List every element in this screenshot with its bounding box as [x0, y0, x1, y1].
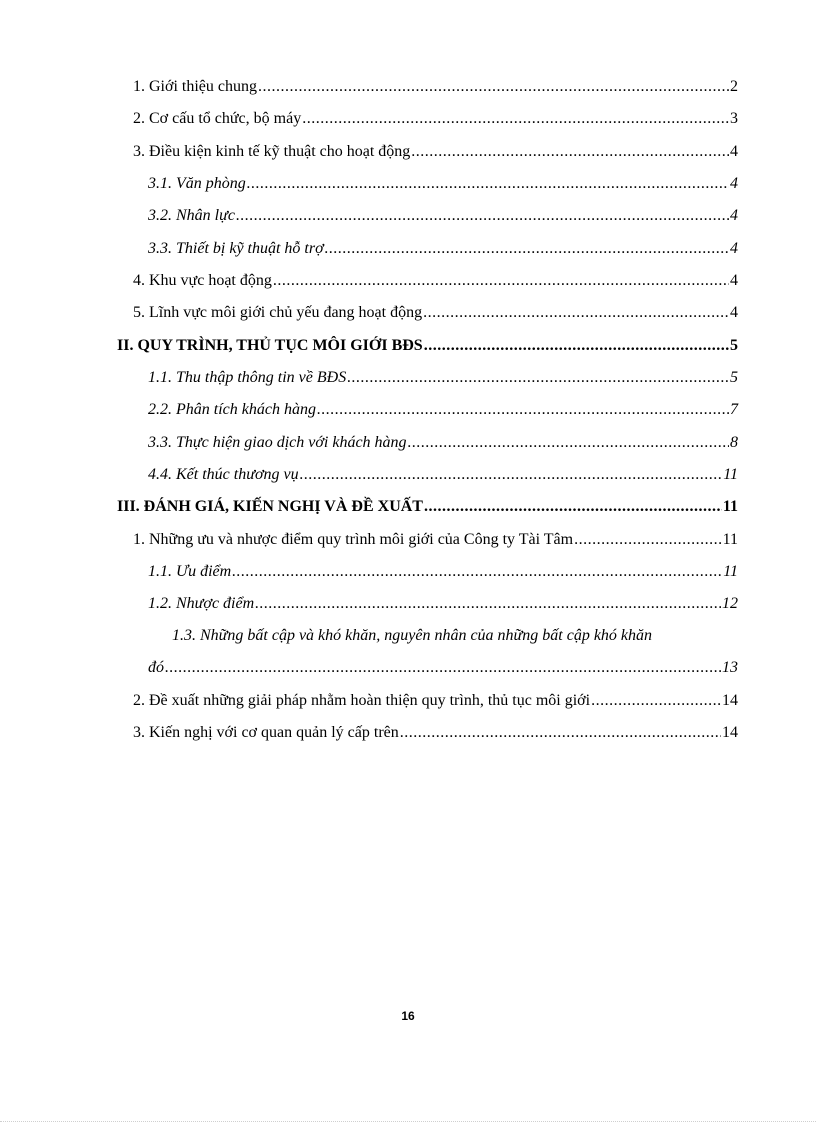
dot-leader — [258, 76, 729, 98]
dot-leader — [591, 690, 721, 712]
toc-entry-title: 2. Cơ cấu tổ chức, bộ máy — [133, 110, 302, 127]
toc-entry-page: 5 — [730, 369, 738, 386]
toc-entry-khu-vuc[interactable] — [133, 270, 738, 292]
dot-leader — [424, 335, 729, 357]
page-edge-divider — [0, 1121, 816, 1122]
toc-entry-title: 3.1. Văn phòng — [148, 175, 246, 192]
toc-entry-page: 14 — [722, 692, 738, 709]
toc-entry-title: 2. Đề xuất những giải pháp nhằm hoàn thiện quy trình, thủ tục môi giới — [133, 692, 591, 709]
toc-entry-linh-vuc[interactable] — [133, 302, 738, 324]
toc-entry-thuc-hien[interactable] — [148, 432, 738, 454]
toc-entry-page: 4 — [730, 175, 738, 192]
toc-entry-title: II. QUY TRÌNH, THỦ TỤC MÔI GIỚI BĐS — [117, 337, 423, 354]
dot-leader — [574, 529, 722, 551]
toc-entry-page: 4 — [730, 207, 738, 224]
toc-section-quy-trinh[interactable] — [117, 335, 738, 357]
toc-entry-phan-tich[interactable] — [148, 399, 738, 421]
toc-entry-page: 5 — [730, 337, 738, 354]
toc-entry-nhuoc-diem[interactable] — [148, 593, 738, 615]
dot-leader — [300, 464, 723, 486]
dot-leader — [325, 238, 729, 260]
toc-entry-title: 1. Giới thiệu chung — [133, 78, 257, 95]
page-number: 16 — [401, 1009, 415, 1023]
dot-leader — [247, 173, 729, 195]
toc-entry-title: 4. Khu vực hoạt động — [133, 272, 272, 289]
dot-leader — [317, 399, 729, 421]
toc-entry-title: 3.3. Thực hiện giao dịch với khách hàng — [148, 434, 407, 451]
dot-leader — [347, 367, 729, 389]
toc-entry-thiet-bi[interactable] — [148, 238, 738, 260]
toc-entry-page: 11 — [722, 498, 738, 515]
toc-entry-title: 5. Lĩnh vực môi giới chủ yếu đang hoạt động — [133, 304, 423, 321]
dot-leader — [236, 205, 729, 227]
toc-entry-title-continued: đó — [148, 659, 164, 676]
toc-entry-page: 4 — [730, 304, 738, 321]
toc-entry-page: 14 — [722, 724, 738, 741]
toc-entry-page: 11 — [723, 466, 738, 483]
toc-entry-title: 2.2. Phân tích khách hàng — [148, 401, 316, 418]
toc-entry-page: 13 — [722, 659, 738, 676]
toc-entry-title: 3. Điều kiện kinh tế kỹ thuật cho hoạt động — [133, 143, 411, 160]
toc-entry-page: 12 — [722, 595, 738, 612]
toc-entry-uu-nhuoc[interactable] — [133, 529, 738, 551]
dot-leader — [165, 657, 721, 679]
toc-entry-bat-cap-line-2[interactable] — [148, 657, 738, 679]
toc-entry-page: 4 — [730, 240, 738, 257]
toc-entry-de-xuat[interactable] — [133, 690, 738, 712]
toc-section-danh-gia[interactable] — [117, 496, 738, 518]
toc-entry-bat-cap-line-1[interactable] — [148, 625, 738, 647]
toc-entry-page: 11 — [723, 563, 738, 580]
toc-entry-title: 3.3. Thiết bị kỹ thuật hỗ trợ — [148, 240, 324, 257]
toc-entry-kien-nghi[interactable] — [133, 722, 738, 744]
toc-entry-title: 3.2. Nhân lực — [148, 207, 235, 224]
toc-entry-title: 1.3. Những bất cập và khó khăn, nguyên nhân của những bất cập khó khăn — [172, 627, 653, 644]
toc-entry-thu-thap[interactable] — [148, 367, 738, 389]
dot-leader — [255, 593, 721, 615]
dot-leader — [411, 141, 729, 163]
toc-entry-page: 7 — [730, 401, 738, 418]
dot-leader — [423, 302, 729, 324]
toc-entry-co-cau-to-chuc[interactable] — [133, 108, 738, 130]
toc-entry-title: III. ĐÁNH GIÁ, KIẾN NGHỊ VÀ ĐỀ XUẤT — [117, 498, 423, 515]
toc-entry-van-phong[interactable] — [148, 173, 738, 195]
dot-leader — [232, 561, 722, 583]
toc-entry-page: 2 — [730, 78, 738, 95]
toc-entry-title: 1.1. Ưu điểm — [148, 563, 232, 580]
toc-entry-page: 11 — [722, 531, 738, 548]
toc-entry-title: 3. Kiến nghị với cơ quan quản lý cấp trên — [133, 724, 399, 741]
dot-leader — [302, 108, 729, 130]
toc-entry-title: 1.2. Nhược điểm — [148, 595, 255, 612]
dot-leader — [400, 722, 721, 744]
toc-entry-page: 4 — [730, 143, 738, 160]
toc-entry-gioi-thieu-chung[interactable] — [133, 76, 738, 98]
toc-entry-page: 4 — [730, 272, 738, 289]
dot-leader — [424, 496, 722, 518]
dot-leader — [408, 432, 729, 454]
toc-entry-uu-diem[interactable] — [148, 561, 738, 583]
toc-entry-page: 3 — [730, 110, 738, 127]
dot-leader — [273, 270, 729, 292]
toc-entry-title: 4.4. Kết thúc thương vụ — [148, 466, 299, 483]
toc-entry-title: 1.1. Thu thập thông tin về BĐS — [148, 369, 347, 386]
toc-entry-nhan-luc[interactable] — [148, 205, 738, 227]
toc-entry-dieu-kien-kinh-te[interactable] — [133, 141, 738, 163]
toc-entry-page: 8 — [730, 434, 738, 451]
toc-entry-title: 1. Những ưu và nhược điểm quy trình môi giới của Công ty Tài Tâm — [133, 531, 574, 548]
toc-entry-ket-thuc[interactable] — [148, 464, 738, 486]
